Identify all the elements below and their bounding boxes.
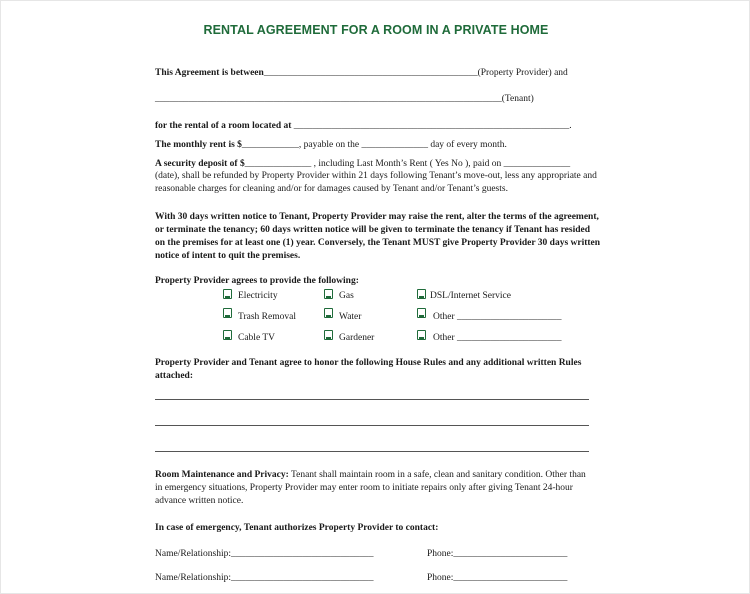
emergency-phone-field-1[interactable]: Phone:________________________: [427, 549, 568, 559]
deposit-label: A security deposit of $: [155, 159, 245, 169]
emergency-relationship-field-2[interactable]: Name/Relationship:______________________________: [155, 573, 374, 583]
notice-terms: With 30 days written notice to Tenant, Property Provider may raise the rent, alter the terms of the agreement, or terminate the tenancy; 60 days written notice will be given to terminate the tenancy if Tenant has resided on the premises for at least one (1) year. Conversely, the Tenant MUST give Property Provider 30 days written notice of intent to quit the premises.: [155, 212, 601, 261]
maintenance-terms: [155, 469, 595, 508]
rent-label: The monthly rent is $: [155, 140, 242, 150]
water-label: Water: [339, 312, 362, 322]
provider-name-field[interactable]: _____________________________________________: [263, 68, 478, 78]
other-checkbox-1[interactable]: [417, 308, 426, 318]
dsl-internet-label: DSL/Internet Service: [430, 291, 511, 301]
deposit-field[interactable]: ______________ , including Last Month’s Rent ( Yes No ), paid on ______________: [244, 159, 571, 169]
provider-role-text: (Property Provider) and: [477, 68, 568, 78]
maintenance-text: Tenant shall maintain room in a safe, clean and sanitary condition. Other than in emergency situations, Property Provider may enter room to initiate repairs only after giving Tenant 24-hour advance written notice.: [155, 470, 586, 506]
house-rules-heading: Property Provider and Tenant agree to honor the following House Rules and any additional written Rules attached:: [155, 358, 582, 381]
electricity-label: Electricity: [238, 291, 278, 301]
electricity-checkbox[interactable]: [223, 289, 232, 299]
parties-line-1: [155, 67, 568, 79]
deposit-line: [155, 158, 570, 170]
house-rules-line-3[interactable]: [155, 451, 589, 452]
emergency-relationship-field-1[interactable]: Name/Relationship:______________________________: [155, 549, 374, 559]
gardener-label: Gardener: [339, 333, 375, 343]
other-checkbox-2[interactable]: [417, 330, 426, 340]
location-line: [155, 120, 572, 132]
water-checkbox[interactable]: [324, 308, 333, 318]
deposit-terms: (date), shall be refunded by Property Provider within 21 days following Tenant’s move-out, less any appropriate and reasonable charges for cleaning and/or for damages caused by Tenant and/or Tenant’s guests.: [155, 171, 597, 194]
provides-heading: Property Provider agrees to provide the following:: [155, 276, 359, 286]
dsl-internet-checkbox[interactable]: [417, 289, 426, 299]
location-label: for the rental of a room located at: [155, 121, 292, 131]
other-label-1[interactable]: Other ______________________: [433, 312, 562, 322]
trash-removal-checkbox[interactable]: [223, 308, 232, 318]
cable-tv-checkbox[interactable]: [223, 330, 232, 340]
emergency-heading: In case of emergency, Tenant authorizes Property Provider to contact:: [155, 523, 439, 533]
location-field[interactable]: __________________________________________________________.: [293, 121, 572, 131]
house-rules-line-2[interactable]: [155, 425, 589, 426]
gas-checkbox[interactable]: [324, 289, 333, 299]
rent-line: [155, 139, 507, 151]
maintenance-label: Room Maintenance and Privacy:: [155, 470, 289, 480]
gardener-checkbox[interactable]: [324, 330, 333, 340]
rent-field[interactable]: ____________, payable on the ______________ day of every month.: [241, 140, 507, 150]
trash-removal-label: Trash Removal: [238, 312, 296, 322]
gas-label: Gas: [339, 291, 354, 301]
parties-label: This Agreement is between: [155, 68, 264, 78]
cable-tv-label: Cable TV: [238, 333, 276, 343]
tenant-name-field[interactable]: _________________________________________________________________________(Tenant): [155, 94, 534, 104]
house-rules-line-1[interactable]: [155, 399, 589, 400]
emergency-phone-field-2[interactable]: Phone:________________________: [427, 573, 568, 583]
other-label-2[interactable]: Other ______________________: [433, 333, 562, 343]
document-title: RENTAL AGREEMENT FOR A ROOM IN A PRIVATE HOME: [203, 23, 549, 37]
